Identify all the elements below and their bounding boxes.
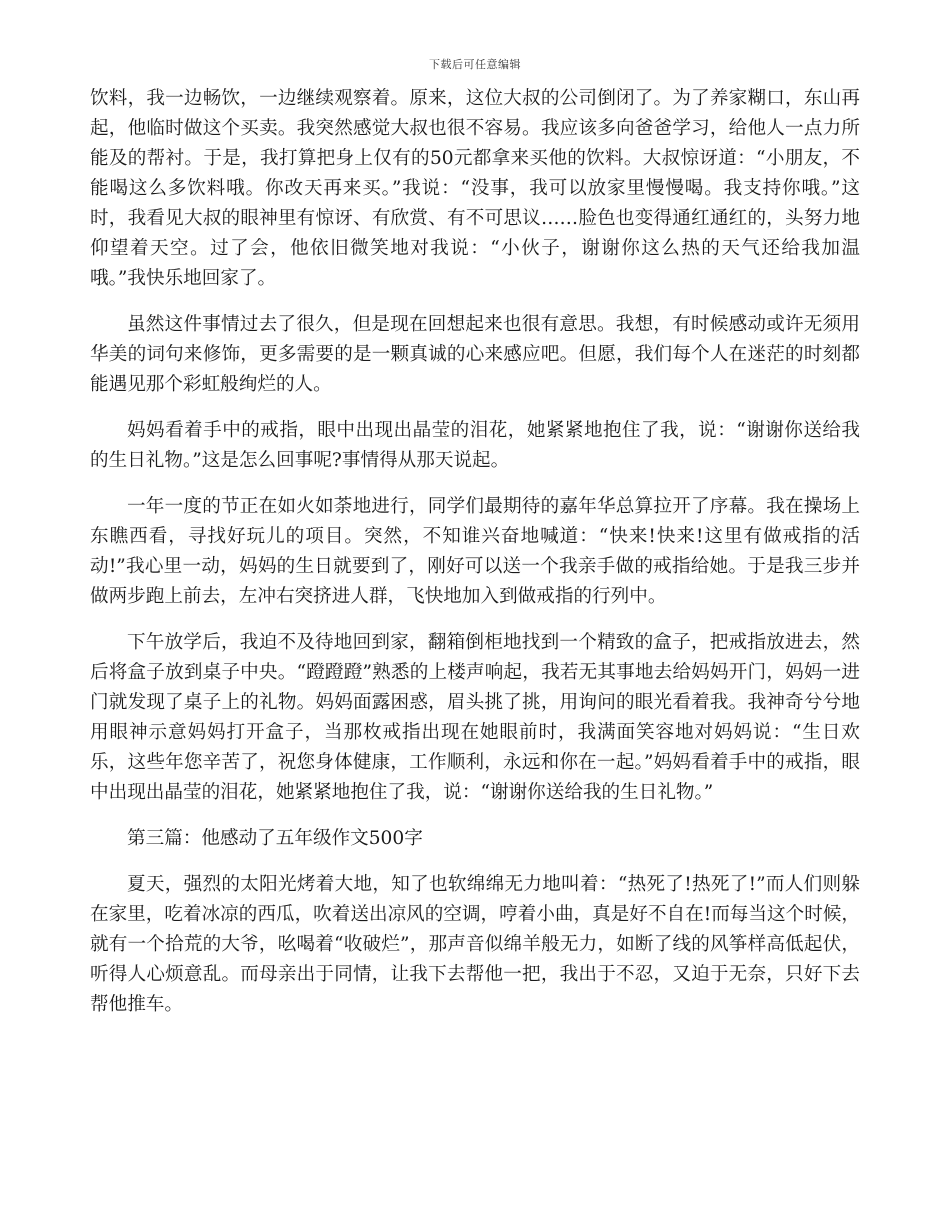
paragraph: 夏天，强烈的太阳光烤着大地，知了也软绵绵无力地叫着：“热死了!热死了!”而人们则躲在家里，吃着冰凉的西瓜，吹着送出凉风的空调，哼着小曲，真是好不自在!而每当这个时候，就有一个拾荒的大爷，吆喝着“收破烂”，那声音似绵羊般无力，如断了线的风筝样高低起伏，听得人心烦意乱。而母亲出于同情，让我下去帮他一把，我出于不忍，又迫于无奈，只好下去帮他推车。: [90, 874, 860, 1015]
paragraph: 虽然这件事情过去了很久，但是现在回想起来也很有意思。我想，有时候感动或许无须用华美的词句来修饰，更多需要的是一颗真诚的心来感应吧。但愿，我们每个人在迷茫的时刻都能遇见那个彩虹般绚烂的人。: [90, 314, 860, 395]
paragraph-continuation: 饮料，我一边畅饮，一边继续观察着。原来，这位大叔的公司倒闭了。为了养家糊口，东山再起，他临时做这个买卖。我突然感觉大叔也很不容易。我应该多向爸爸学习，给他人一点力所能及的帮衬。于是，我打算把身上仅有的50元都拿来买他的饮料。大叔惊讶道：“小朋友，不能喝这么多饮料哦。你改天再来买。”我说：“没事，我可以放家里慢慢喝。我支持你哦。”这时，我看见大叔的眼神里有惊讶、有欣赏、有不可思议……脸色也变得通红通红的，头努力地仰望着天空。过了会，他依旧微笑地对我说：“小伙子，谢谢你这么热的天气还给我加温哦。”我快乐地回家了。: [90, 88, 860, 289]
page-header: 下载后可任意编辑: [429, 58, 521, 71]
section-heading: 第三篇：他感动了五年级作文500字: [127, 828, 423, 849]
paragraph: 妈妈看着手中的戒指，眼中出现出晶莹的泪花，她紧紧地抱住了我，说：“谢谢你送给我的生日礼物。”这是怎么回事呢?事情得从那天说起。: [90, 420, 860, 471]
paragraph: 一年一度的节正在如火如荼地进行，同学们最期待的嘉年华总算拉开了序幕。我在操场上东瞧西看，寻找好玩儿的项目。突然，不知谁兴奋地喊道：“快来!快来!这里有做戒指的活动!”我心里一动，妈妈的生日就要到了，刚好可以送一个我亲手做的戒指给她。于是我三步并做两步跑上前去，左冲右突挤进人群，飞快地加入到做戒指的行列中。: [90, 496, 860, 607]
document-body: [90, 84, 860, 1036]
paragraph: 下午放学后，我迫不及待地回到家，翻箱倒柜地找到一个精致的盒子，把戒指放进去，然后将盒子放到桌子中央。“蹬蹬蹬”熟悉的上楼声响起，我若无其事地去给妈妈开门，妈妈一进门就发现了桌子上的礼物。妈妈面露困惑，眉头挑了挑，用询问的眼光看着我。我神奇兮兮地用眼神示意妈妈打开盒子，当那枚戒指出现在她眼前时，我满面笑容地对妈妈说：“生日欢乐，这些年您辛苦了，祝您身体健康，工作顺利，永远和你在一起。”妈妈看着手中的戒指，眼中出现出晶莹的泪花，她紧紧地抱住了我，说：“谢谢你送给我的生日礼物。”: [90, 632, 860, 803]
